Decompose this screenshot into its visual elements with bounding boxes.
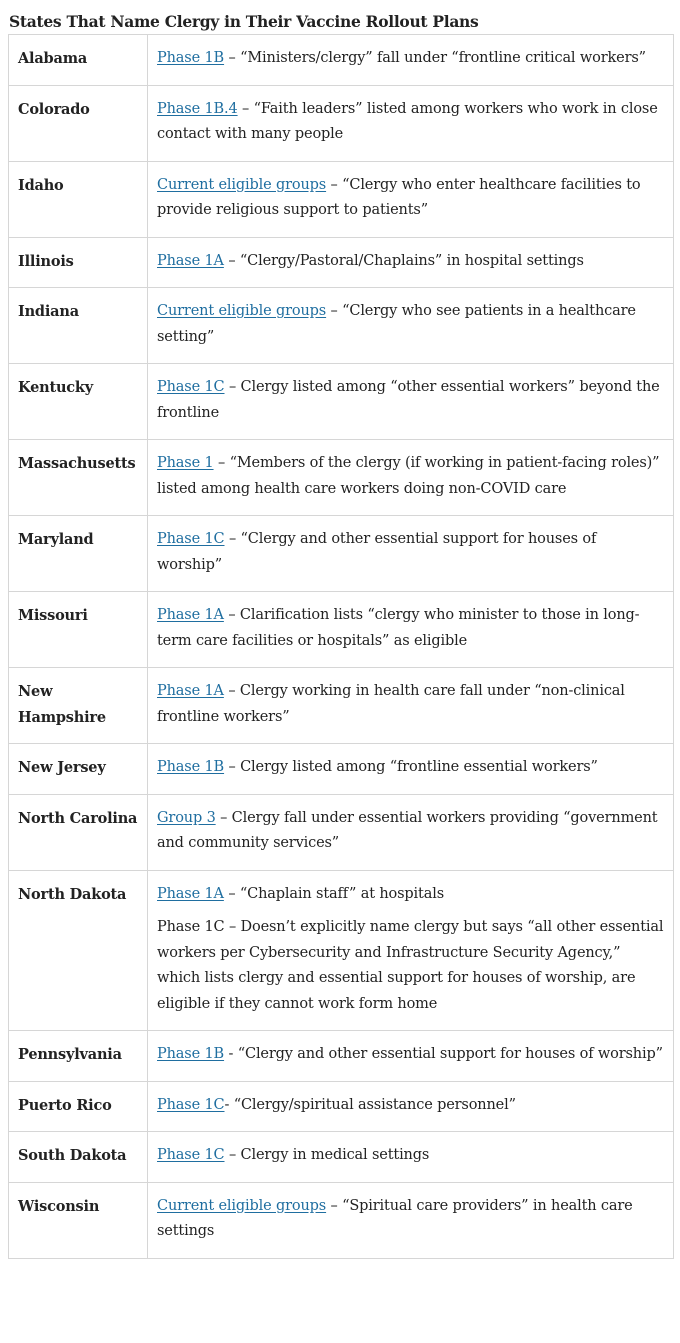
table-row: [9, 85, 674, 161]
state-name: New Hampshire: [9, 668, 148, 744]
description-text: – “Clergy/Pastoral/Chaplains” in hospital settings: [223, 252, 584, 269]
description-line: [157, 451, 665, 502]
state-description: [148, 794, 674, 870]
table-row: [9, 794, 674, 870]
state-description: [148, 364, 674, 440]
state-description: [148, 744, 674, 795]
description-extra: Phase 1C – Doesn’t explicitly name clergy but says “all other essential workers per Cybersecurity and Infrastructure Security Agency,” which lists clergy and essential support for houses of worship, are eligible if they cannot work form home: [157, 919, 664, 1012]
description-line: [157, 1194, 665, 1245]
table-row: [9, 1081, 674, 1132]
description-text: – “Faith leaders” listed among workers who work in close contact with many people: [157, 100, 658, 142]
state-description: [148, 668, 674, 744]
description-line: [157, 806, 665, 857]
state-name: Colorado: [9, 85, 148, 161]
state-name: Indiana: [9, 288, 148, 364]
description-line: [157, 679, 665, 730]
state-name: Idaho: [9, 161, 148, 237]
description-text: - “Clergy and other essential support for houses of worship”: [224, 1046, 663, 1062]
state-description: [148, 1182, 674, 1258]
description-line: [157, 882, 665, 908]
description-text: – “Spiritual care providers” in health care settings: [157, 1197, 633, 1239]
description-text: – “Clergy who enter healthcare facilities to provide religious support to patients”: [157, 176, 641, 218]
phase-link[interactable]: Current eligible groups: [157, 1197, 327, 1214]
phase-link[interactable]: Phase 1C: [157, 379, 225, 395]
table-row: [9, 870, 674, 1031]
description-line: [157, 46, 665, 72]
phase-link[interactable]: Phase 1B: [157, 759, 225, 775]
description-text: - “Clergy/spiritual assistance personnel”: [224, 1096, 516, 1113]
description-text: – “Clergy who see patients in a healthcare setting”: [157, 303, 636, 345]
state-name: New Jersey: [9, 744, 148, 795]
description-line: [157, 603, 665, 654]
state-description: [148, 1031, 674, 1082]
state-description: [148, 288, 674, 364]
table-row: [9, 592, 674, 668]
table-row: [9, 668, 674, 744]
state-name: Puerto Rico: [9, 1081, 148, 1132]
phase-link[interactable]: Phase 1B: [157, 1046, 225, 1062]
description-line: [157, 755, 665, 781]
phase-link[interactable]: Current eligible groups: [157, 176, 327, 193]
state-name: Illinois: [9, 237, 148, 288]
table-row: [9, 364, 674, 440]
phase-link[interactable]: Phase 1A: [157, 683, 224, 699]
phase-link[interactable]: Phase 1C: [157, 1096, 225, 1113]
state-description: [148, 85, 674, 161]
table-row: [9, 288, 674, 364]
description-text: – “Ministers/clergy” fall under “frontline critical workers”: [224, 50, 646, 66]
state-name: Kentucky: [9, 364, 148, 440]
description-text: – Clergy in medical settings: [224, 1147, 430, 1163]
description-text: – Clergy listed among “other essential workers” beyond the frontline: [157, 379, 660, 421]
phase-link[interactable]: Phase 1A: [157, 885, 224, 902]
phase-link[interactable]: Phase 1C: [157, 531, 225, 547]
table-row: [9, 744, 674, 795]
description-text: – Clergy fall under essential workers providing “government and community services”: [157, 809, 658, 851]
phase-link[interactable]: Phase 1A: [157, 252, 224, 269]
table-row: [9, 161, 674, 237]
state-description: [148, 1132, 674, 1183]
table-row: [9, 1182, 674, 1258]
state-name: Pennsylvania: [9, 1031, 148, 1082]
state-name: Missouri: [9, 592, 148, 668]
description-line: [157, 1143, 665, 1169]
phase-link[interactable]: Phase 1A: [157, 607, 224, 623]
state-name: North Dakota: [9, 870, 148, 1031]
state-description: [148, 161, 674, 237]
description-line: [157, 173, 665, 224]
phase-link[interactable]: Group 3: [157, 809, 216, 826]
state-name: South Dakota: [9, 1132, 148, 1183]
state-name: North Carolina: [9, 794, 148, 870]
description-text: – Clergy listed among “frontline essential workers”: [224, 759, 598, 775]
state-description: [148, 592, 674, 668]
description-text: – “Clergy and other essential support for houses of worship”: [157, 531, 597, 573]
phase-link[interactable]: Phase 1B.4: [157, 100, 238, 117]
state-name: Massachusetts: [9, 440, 148, 516]
description-line: [157, 249, 665, 275]
state-description: [148, 35, 674, 86]
description-line: [157, 1093, 665, 1119]
description-line: [157, 299, 665, 350]
state-description: [148, 516, 674, 592]
table-row: [9, 237, 674, 288]
phase-link[interactable]: Current eligible groups: [157, 303, 327, 319]
state-name: Alabama: [9, 35, 148, 86]
state-name: Wisconsin: [9, 1182, 148, 1258]
page-title: States That Name Clergy in Their Vaccine Rollout Plans: [9, 12, 479, 31]
table-row: [9, 35, 674, 86]
table-row: [9, 1132, 674, 1183]
state-description: [148, 870, 674, 1031]
table-row: [9, 440, 674, 516]
table-row: [9, 516, 674, 592]
description-text: – Clergy working in health care fall under “non-clinical frontline workers”: [157, 683, 625, 725]
phase-link[interactable]: Phase 1C: [157, 1147, 225, 1163]
state-name: Maryland: [9, 516, 148, 592]
state-description: [148, 237, 674, 288]
description-line: [157, 375, 665, 426]
description-text: – “Chaplain staff” at hospitals: [223, 885, 444, 902]
state-description: [148, 440, 674, 516]
phase-link[interactable]: Phase 1: [157, 455, 214, 471]
description-text: – Clarification lists “clergy who minister to those in long-term care facilities or hospitals” as eligible: [157, 607, 640, 649]
phase-link[interactable]: Phase 1B: [157, 50, 225, 66]
state-description: [148, 1081, 674, 1132]
description-line: [157, 527, 665, 578]
description-line: [157, 97, 665, 148]
description-text: – “Members of the clergy (if working in patient-facing roles)” listed among health care workers doing non-COVID care: [157, 455, 660, 497]
table-row: [9, 1031, 674, 1082]
description-line: [157, 1042, 665, 1068]
states-table: [8, 34, 674, 1259]
